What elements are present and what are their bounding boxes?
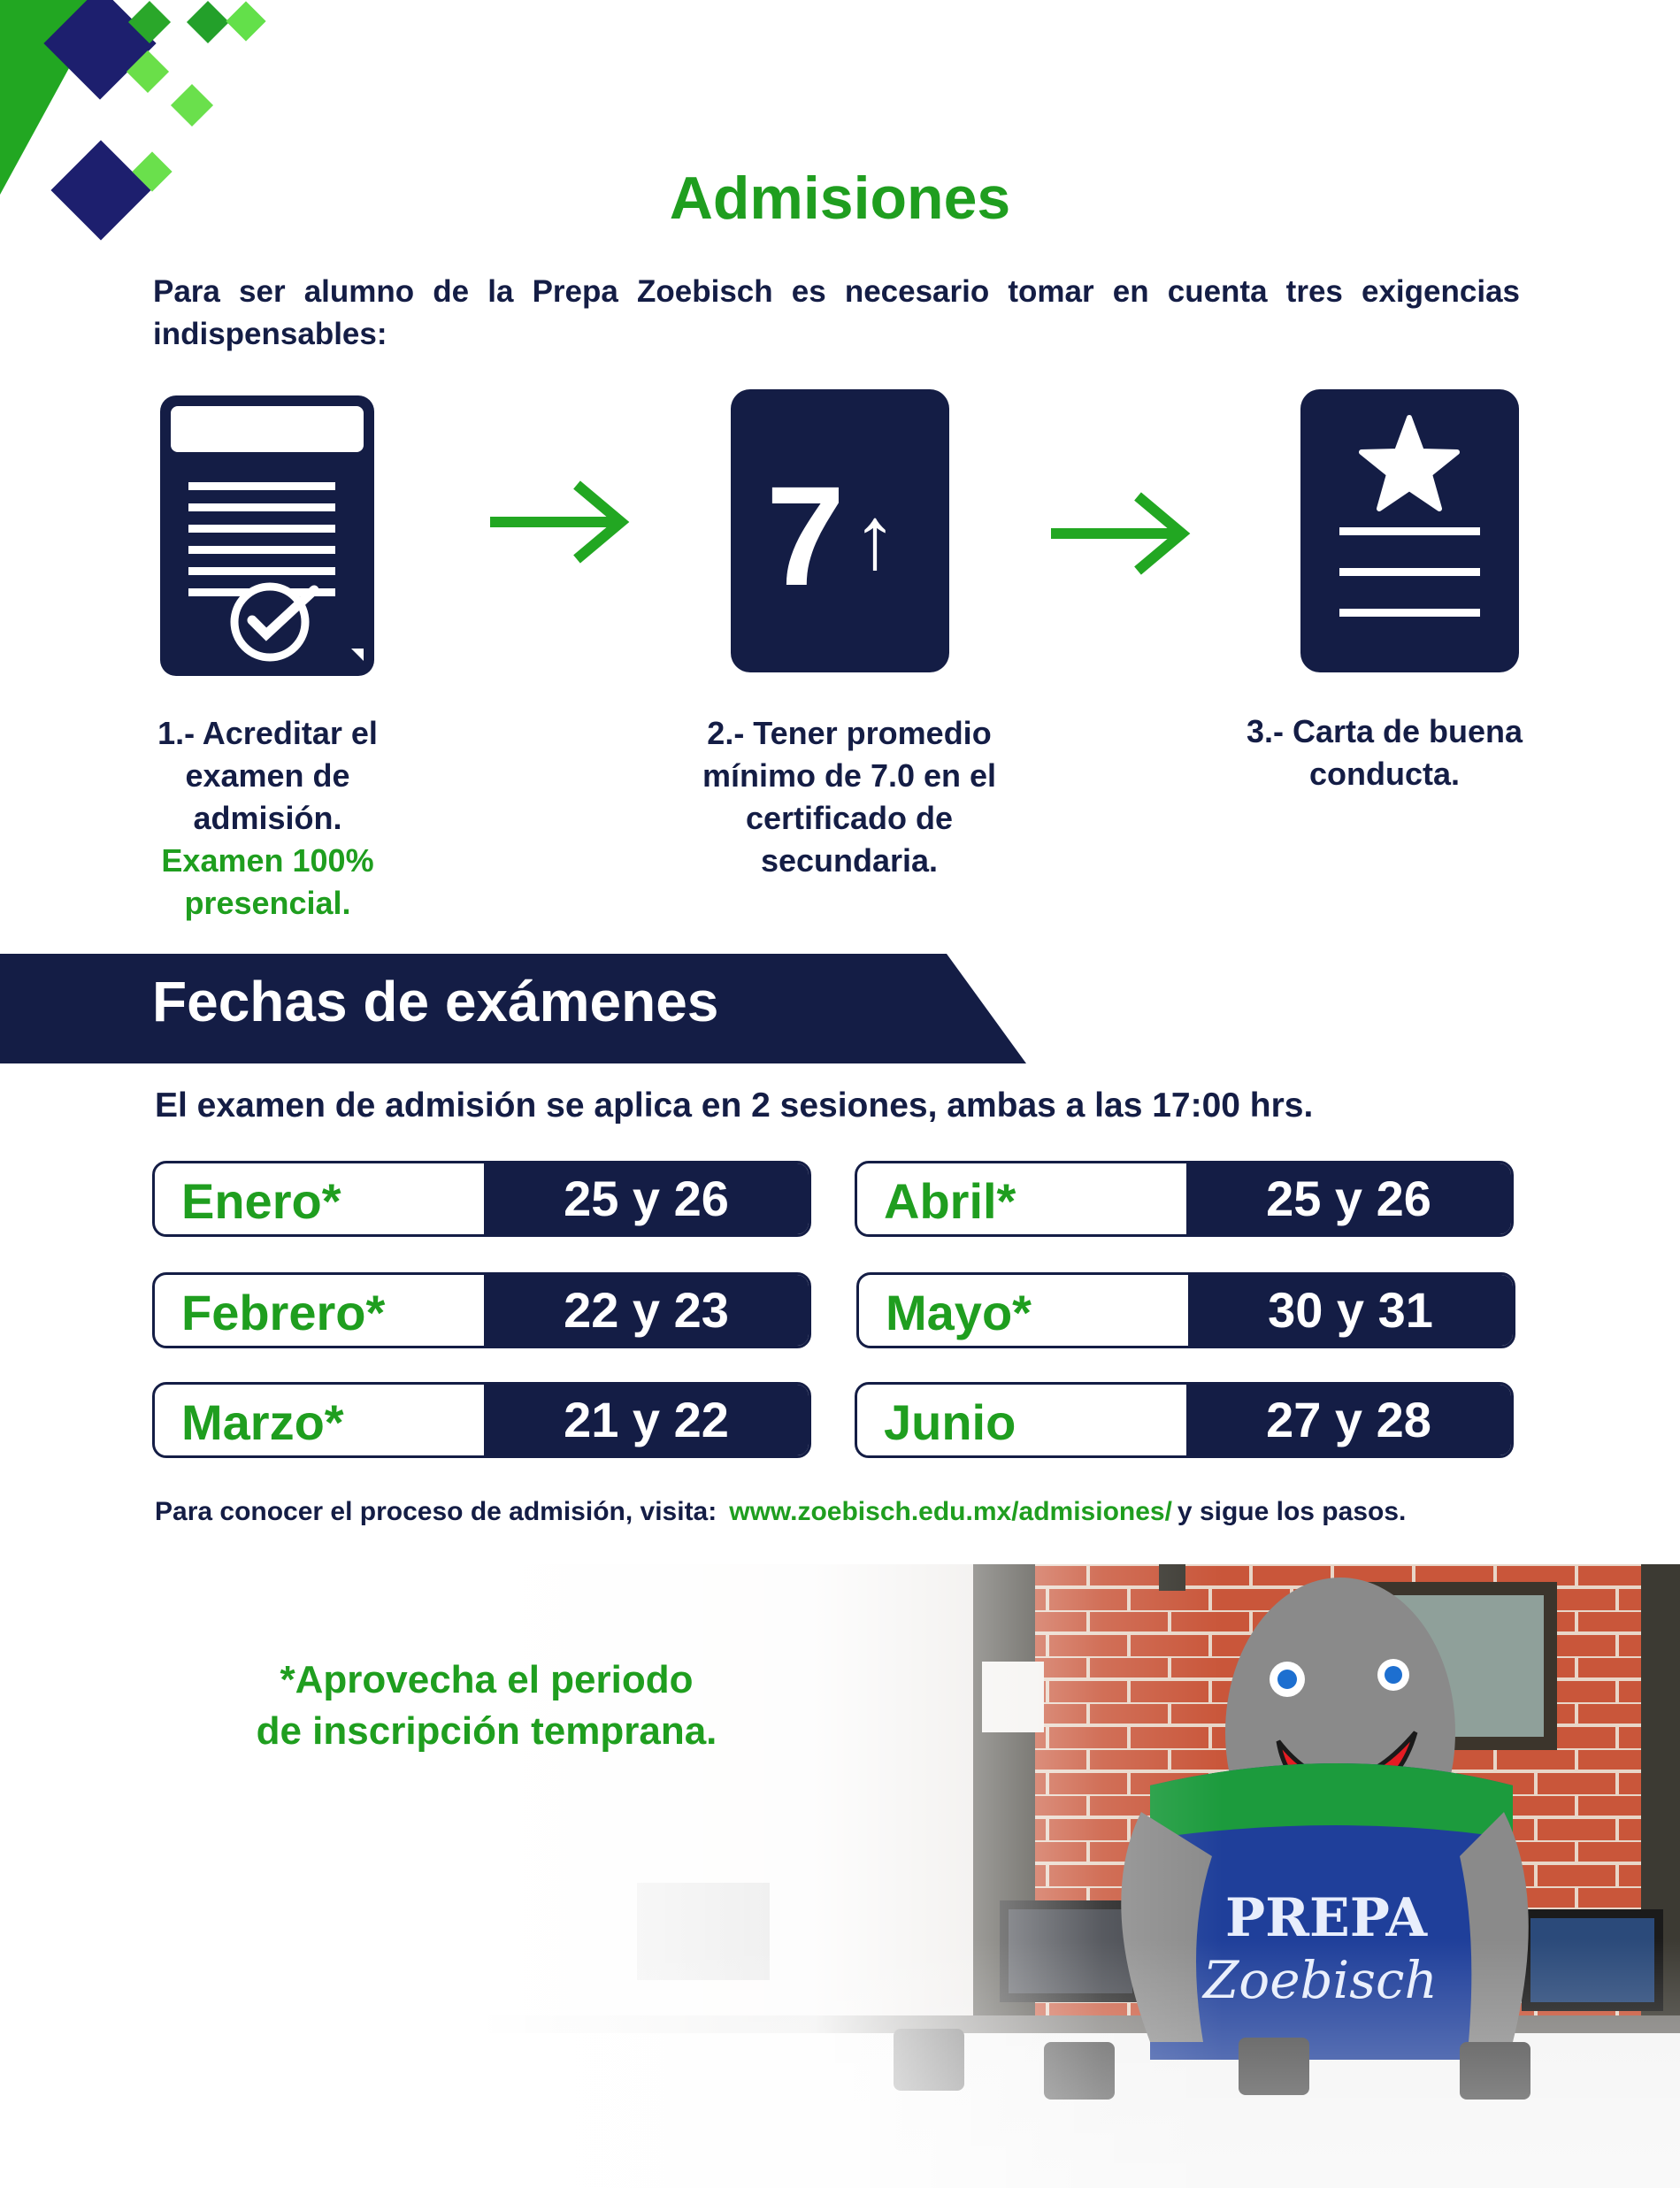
step-line: 1.- Acreditar el [157,715,378,751]
page-title: Admisiones [669,165,1011,232]
lime-square [171,84,213,127]
date-row-junio [855,1382,1514,1458]
step-line: secundaria. [760,842,939,879]
star-certificate-icon [1300,389,1519,672]
step-highlight: Examen 100% [161,842,374,879]
step-line: 2.- Tener promedio [707,715,992,751]
date-row-marzo [152,1382,811,1458]
lime-square [226,1,265,41]
exam-days: 21 y 22 [484,1385,809,1455]
step-1-text [124,712,411,925]
step-line: examen de [185,757,350,794]
date-row-mayo [856,1272,1515,1348]
arrow-right-icon [1049,489,1191,578]
intro-text: Para ser alumno de la Prepa Zoebisch es necesario tomar en cuenta tres exigencias indispensables: [153,274,1520,351]
date-row-enero [152,1161,811,1237]
grade-seven-up-icon [731,389,949,672]
visit-text [155,1497,1406,1527]
step-line: 3.- Carta de buena [1246,713,1523,749]
exam-days: 25 y 26 [484,1163,809,1234]
month-label: Enero* [181,1173,341,1229]
step-line: admisión. [193,800,342,836]
month-label: Febrero* [181,1285,386,1340]
visit-prefix: Para conocer el proceso de admisión, visita: [155,1497,717,1526]
arrow-right-icon [488,478,630,566]
step-line: mínimo de 7.0 en el [702,757,997,794]
promo-line: *Aprovecha el periodo [280,1658,694,1701]
up-arrow: ↑ [853,488,897,587]
exam-days: 25 y 26 [1186,1163,1511,1234]
month-label: Abril* [884,1173,1016,1229]
promo-line: de inscripción temprana. [256,1709,717,1753]
visit-suffix: y sigue los pasos. [1177,1497,1407,1526]
exam-days: 22 y 23 [484,1275,809,1346]
admissions-link[interactable]: www.zoebisch.edu.mx/admisiones/ [729,1497,1172,1526]
step-3-text [1212,710,1557,795]
date-row-abril [855,1161,1514,1237]
step-2-text [672,712,1026,882]
sessions-note: El examen de admisión se aplica en 2 sesiones, ambas a las 17:00 hrs. [155,1086,1314,1125]
step-highlight: presencial. [184,885,351,921]
early-enrollment-promo [221,1654,752,1757]
step-line: conducta. [1308,756,1460,792]
green-square [187,1,229,43]
month-label: Marzo* [181,1394,344,1450]
month-label: Junio [884,1394,1016,1450]
section-heading: Fechas de exámenes [152,970,719,1033]
exam-document-check-icon [157,392,378,679]
exam-days: 27 y 28 [1186,1385,1511,1455]
grade-number: 7 [766,457,845,615]
exam-days: 30 y 31 [1188,1275,1513,1346]
date-row-febrero [152,1272,811,1348]
month-label: Mayo* [886,1285,1032,1340]
step-line: certificado de [745,800,954,836]
